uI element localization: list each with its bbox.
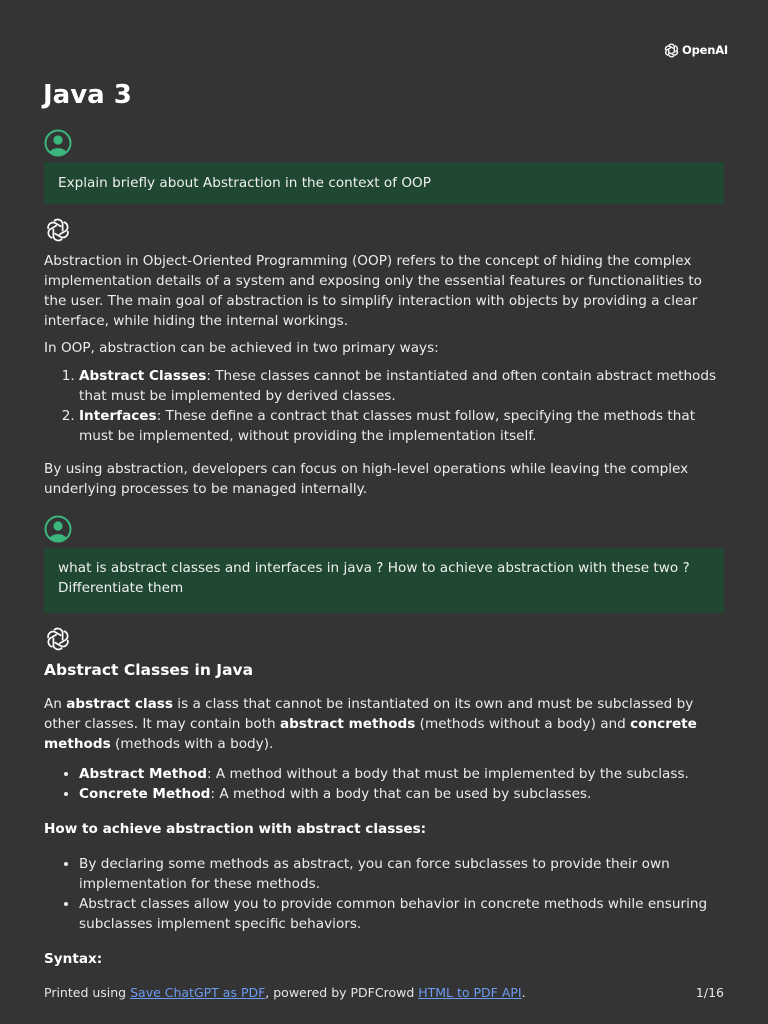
section-heading: Abstract Classes in Java [44,661,254,679]
sub-heading-text: How to achieve abstraction with abstract classes: [44,821,427,837]
list-item-term: Abstract Method [79,766,207,782]
sub-heading [44,819,724,839]
page-number: 1/16 [695,985,724,1000]
list-item [79,406,724,446]
list-item-term: Concrete Method [79,786,211,802]
intro-text: is a class that cannot be instantiated on its own and must be subclassed by other classes. It may contain both [44,696,694,732]
list-item-text: : A method without a body that must be implemented by the subclass. [207,766,689,782]
how-to-list [44,854,724,934]
answer-paragraph: In OOP, abstraction can be achieved in two primary ways: [44,340,439,356]
list-item [79,764,724,784]
intro-bold: abstract class [66,696,173,712]
intro-text: (methods without a body) and [415,716,631,732]
footer-text: , powered by PDFCrowd [265,985,419,1000]
list-item-term: Interfaces [79,408,157,424]
openai-logo-icon [663,42,680,59]
intro-text: An [44,696,67,712]
footer [44,983,724,1003]
list-item [79,784,724,804]
conversation [44,129,724,969]
list-item-term: Abstract Classes [79,368,207,384]
user-message [44,548,724,613]
list-item-text: : A method with a body that can be used by subclasses. [210,786,592,802]
chatgpt-icon [44,216,72,244]
page-title: Java 3 [43,80,132,110]
user-message-text: what is abstract classes and interfaces in java ? How to achieve abstraction with these two ? Differentiate them [58,560,690,596]
sub-heading-text: Syntax: [44,951,103,967]
user-message-text: Explain briefly about Abstraction in the context of OOP [58,175,431,191]
list-item-text: : These classes cannot be instantiated and often contain abstract methods that must be implemented by derived classes. [79,368,717,404]
html-to-pdf-link[interactable]: HTML to PDF API [418,985,522,1000]
openai-logo [663,40,728,60]
abstraction-ways-list [44,366,724,446]
user-avatar-icon [44,515,72,543]
user-message [44,162,724,204]
list-item: • By declaring some methods as abstract, you can force subclasses to provide their own implementation for these methods. [79,854,724,894]
list-item-text: : These define a contract that classes must follow, specifying the methods that must be implemented, without providing the implementation itself. [79,408,696,444]
footer-text: . [521,985,526,1000]
intro-bold: concrete methods [44,716,697,752]
answer-paragraph: By using abstraction, developers can focus on high-level operations while leaving the complex underlying processes to be managed internally. [44,461,689,497]
save-chatgpt-link[interactable]: Save ChatGPT as PDF [130,985,266,1000]
chatgpt-icon [44,625,72,653]
answer-paragraph: Abstraction in Object-Oriented Programming (OOP) refers to the concept of hiding the complex implementation details of a system and exposing only the essential features or functionalities to the user. The main goal of abstraction is to simplify interaction with objects by providing a clear interface, while hiding the internal workings. [44,253,703,329]
footer-text: Printed using [44,985,131,1000]
answer-paragraph [44,694,724,754]
method-types-list [44,764,724,804]
user-avatar-icon [44,129,72,157]
list-item: • Abstract classes allow you to provide common behavior in concrete methods while ensuring subclasses implement specific behaviors. [79,894,724,934]
intro-bold: abstract methods [279,716,416,732]
intro-text: (methods with a body). [110,736,274,752]
logo-text: OpenAI [682,43,728,57]
list-item [79,366,724,406]
sub-heading [44,949,724,969]
